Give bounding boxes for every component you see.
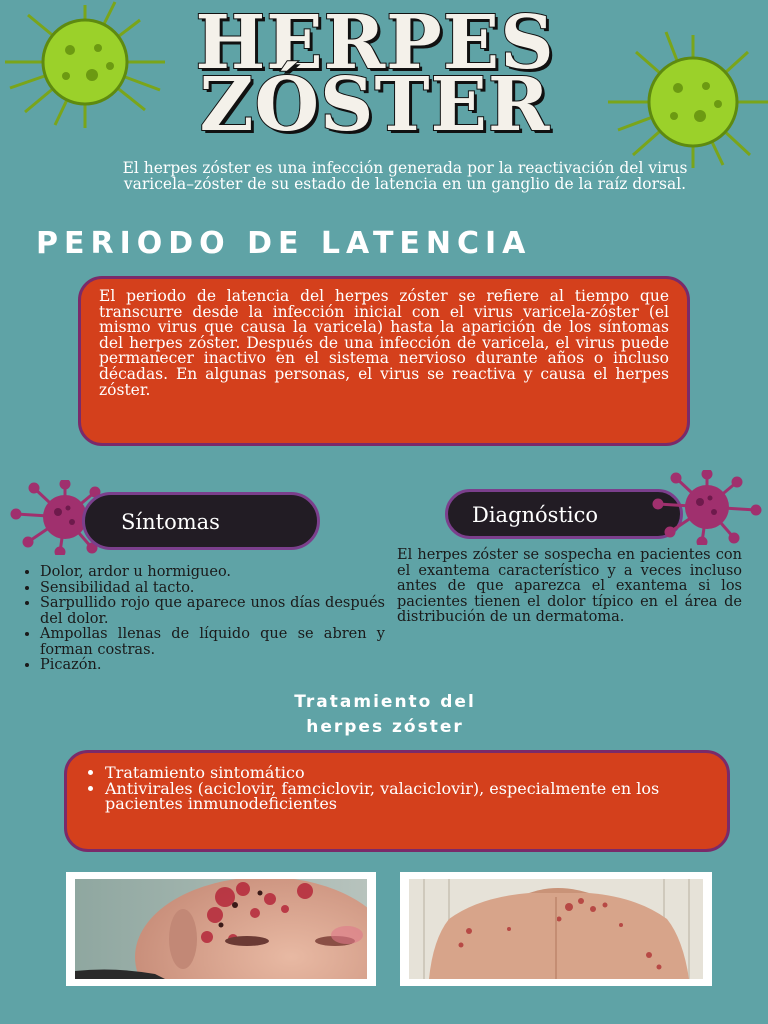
list-item: • Sensibilidad al tacto. [40, 581, 385, 597]
list-item: • Antivirales (aciclovir, famciclovir, valaciclovir), especialmente en los pacientes inmunodeficientes [105, 781, 703, 812]
list-item: • Tratamiento sintomático [105, 765, 703, 781]
diagnosis-pill [445, 489, 683, 539]
list-item: • Sarpullido rojo que aparece unos días después del dolor. [40, 596, 385, 627]
treatment-box [64, 750, 730, 852]
list-item: • Ampollas llenas de líquido que se abren y forman costras. [40, 627, 385, 658]
title-line-1: HERPES [195, 0, 555, 86]
diagnosis-text: El herpes zóster se sospecha en pacientes con el exantema característico y a veces incluso antes de que aparezca el exantema si los pacientes tienen el dolor típico en el área de distribución de un dermatoma. [397, 547, 742, 625]
intro-text: El herpes zóster es una infección generada por la reactivación del virus varicela–zóster de su estado de latencia en un ganglio de la raíz dorsal. [122, 159, 688, 193]
latency-heading: PERIODO DE LATENCIA [36, 226, 532, 261]
face-rash-image [75, 879, 367, 979]
purple-virus-icon-right [652, 470, 762, 545]
symptoms-label: Síntomas [121, 510, 220, 534]
face-rash-photo [66, 872, 376, 986]
page-title [140, 0, 610, 148]
diagnosis-label: Diagnóstico [472, 503, 599, 527]
treatment-heading [200, 690, 570, 740]
list-item: • Picazón. [40, 658, 385, 674]
treatment-heading-line-2: herpes zóster [306, 717, 464, 737]
back-rash-photo [400, 872, 712, 986]
latency-box [78, 276, 690, 446]
symptoms-list [18, 565, 385, 674]
title-line-2: ZÓSTER [199, 62, 551, 148]
latency-text: El periodo de latencia del herpes zóster se refiere al tiempo que transcurre desde la infección inicial con el virus varicela-zóster (el mismo virus que causa la varicela) hasta la aparición de los síntomas del herpes zóster. Después de una infección de varicela, el virus puede permanecer inactivo en el sistema nervioso durante años o incluso décadas. En algunas personas, el virus se reactiva y causa el herpes zóster. [99, 287, 669, 399]
back-rash-image [409, 879, 703, 979]
symptoms-pill [82, 492, 320, 550]
list-item: • Dolor, ardor u hormigueo. [40, 565, 385, 581]
treatment-heading-line-1: Tratamiento del [294, 692, 476, 712]
